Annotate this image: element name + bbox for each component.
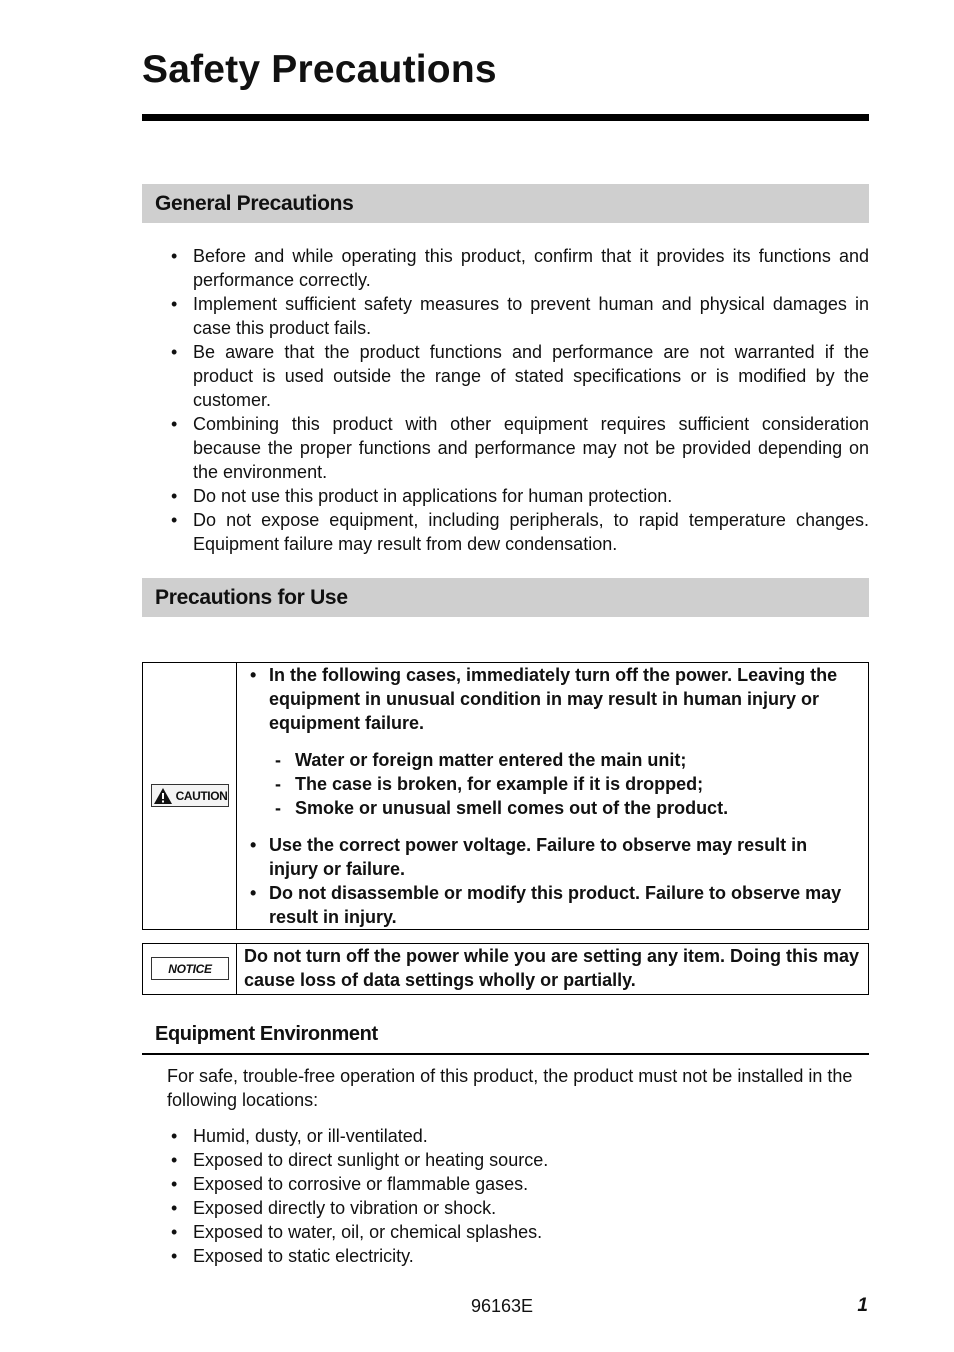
section-heading-use: Precautions for Use bbox=[142, 578, 869, 617]
caution-case: - The case is broken, for example if it is dropped; bbox=[247, 772, 859, 796]
notice-label-cell bbox=[143, 944, 237, 994]
notice-text: Do not turn off the power while you are setting any item. Doing this may cause loss of data settings wholly or partially. bbox=[244, 946, 860, 990]
caution-label-cell bbox=[143, 663, 237, 929]
caution-label bbox=[151, 784, 229, 807]
section-heading-general: General Precautions bbox=[142, 184, 869, 223]
list-item: • Exposed to static electricity. bbox=[167, 1244, 869, 1268]
warning-triangle-icon bbox=[153, 787, 173, 805]
footer-doc-code: 96163E bbox=[471, 1296, 534, 1316]
caution-item: • Use the correct power voltage. Failure to observe may result in injury or failure. bbox=[247, 833, 859, 881]
caution-label-text: CAUTION bbox=[175, 788, 228, 803]
list-item: • Exposed to corrosive or flammable gases. bbox=[167, 1172, 869, 1196]
list-item: • Do not use this product in applications for human protection. bbox=[167, 484, 869, 508]
caution-case: - Smoke or unusual smell comes out of the product. bbox=[247, 796, 859, 820]
caution-cases-list bbox=[247, 748, 859, 820]
list-item: • Before and while operating this product, confirm that it provides its functions and performance correctly. bbox=[167, 244, 869, 292]
list-item: • Exposed to direct sunlight or heating source. bbox=[167, 1148, 869, 1172]
caution-content bbox=[247, 663, 859, 929]
footer-page-number: 1 bbox=[857, 1295, 868, 1316]
title-rule bbox=[142, 114, 869, 121]
caution-intro: • In the following cases, immediately turn off the power. Leaving the equipment in unusual condition in may result in human injury or equipment failure. bbox=[247, 663, 859, 735]
environment-heading: Equipment Environment bbox=[155, 1023, 378, 1045]
list-item: • Combining this product with other equipment requires sufficient consideration because the proper functions and performance may not be provided depending on the environment. bbox=[167, 412, 869, 484]
caution-box bbox=[142, 662, 869, 930]
caution-case: - Water or foreign matter entered the main unit; bbox=[247, 748, 859, 772]
list-item: • Exposed directly to vibration or shock. bbox=[167, 1196, 869, 1220]
caution-item: • Do not disassemble or modify this product. Failure to observe may result in injury. bbox=[247, 881, 859, 929]
list-item: • Humid, dusty, or ill-ventilated. bbox=[167, 1124, 869, 1148]
list-item: • Implement sufficient safety measures to prevent human and physical damages in case this product fails. bbox=[167, 292, 869, 340]
notice-label: NOTICE bbox=[151, 957, 229, 980]
caution-more-list bbox=[247, 833, 859, 929]
notice-box bbox=[142, 943, 869, 995]
list-item: • Be aware that the product functions and performance are not warranted if the product is used outside the range of stated specifications or is modified by the customer. bbox=[167, 340, 869, 412]
list-item: • Do not expose equipment, including peripherals, to rapid temperature changes. Equipment failure may result from dew condensation. bbox=[167, 508, 869, 556]
environment-list bbox=[167, 1124, 869, 1268]
caution-intro-list bbox=[247, 663, 859, 735]
list-item: • Exposed to water, oil, or chemical splashes. bbox=[167, 1220, 869, 1244]
general-precautions-list bbox=[167, 244, 869, 556]
environment-rule bbox=[142, 1053, 869, 1055]
page-title: Safety Precautions bbox=[142, 48, 497, 91]
environment-intro: For safe, trouble-free operation of this product, the product must not be installed in the following locations: bbox=[167, 1066, 853, 1110]
